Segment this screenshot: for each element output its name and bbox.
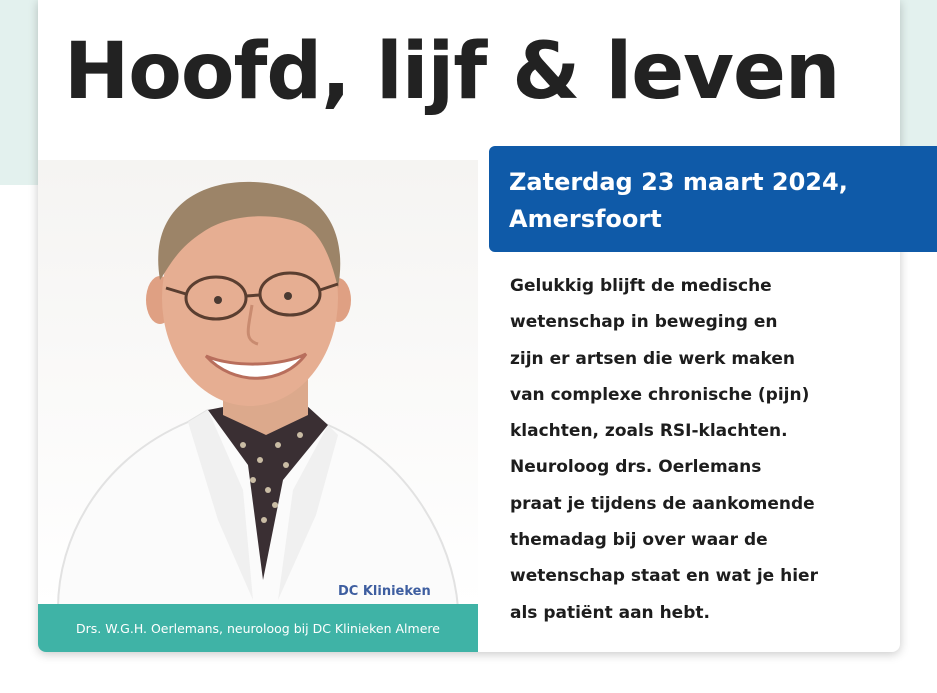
description-line: Gelukkig blijft de medische	[510, 276, 772, 296]
event-description	[510, 268, 890, 631]
description-line: praat je tijdens de aankomende	[510, 493, 815, 514]
description-line: klachten, zoals RSI-klachten.	[510, 421, 788, 442]
speaker-photo	[38, 160, 478, 608]
description-line: Neuroloog drs. Oerlemans	[510, 457, 762, 478]
event-date-box	[489, 146, 937, 252]
page-title: Hoofd, lijf & leven	[64, 27, 840, 117]
description-line: zijn er artsen die werk maken	[510, 348, 796, 369]
speaker-portrait-illustration	[38, 160, 478, 608]
description-line: van complexe chronische (pijn)	[510, 384, 810, 405]
event-date: Zaterdag 23 maart 2024,	[509, 168, 848, 196]
photo-caption-bar	[38, 604, 478, 652]
event-location: Amersfoort	[509, 205, 662, 233]
description-line: wetenschap in beweging en	[510, 312, 778, 333]
coat-logo: DC Klinieken	[338, 584, 431, 599]
mint-background-right	[895, 0, 937, 150]
description-line: themadag bij over waar de	[510, 530, 768, 551]
photo-caption: Drs. W.G.H. Oerlemans, neuroloog bij DC Klinieken Almere	[76, 620, 440, 636]
description-line: wetenschap staat en wat je hier	[510, 566, 818, 587]
description-line: als patiënt aan hebt.	[510, 602, 710, 623]
